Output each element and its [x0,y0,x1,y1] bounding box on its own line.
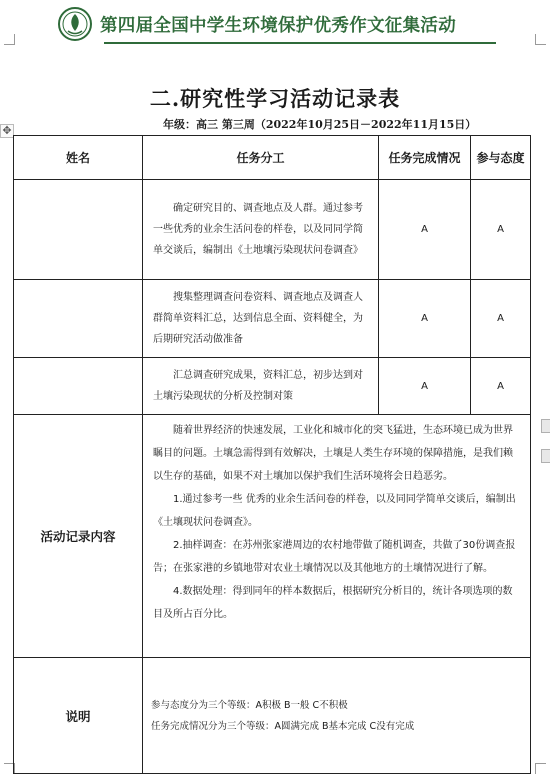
name-cell[interactable] [14,180,143,280]
emblem-icon [58,7,92,41]
header-completion: 任务完成情况 [379,136,471,180]
document-meta: 年级：高三 第三周（2022年10月25日－2022年11月15日） [163,118,477,131]
header-task: 任务分工 [143,136,379,180]
completion-cell[interactable]: A [379,358,471,415]
page-corner-mark [4,34,15,45]
page-corner-mark [535,763,546,774]
record-paragraph: 2.抽样调查：在苏州张家港周边的农村地带做了随机调查，共做了30份调查报告；在张家港的乡镇地带对农业土壤情况以及其他地方的土壤情况进行了解。 [153,540,516,574]
task-cell[interactable]: 汇总调查研究成果，资料汇总，初步达到对土壤污染现状的分析及控制对策 [143,358,379,415]
page-corner-mark [535,34,546,45]
table-header-row [14,136,531,180]
activity-record-table [13,135,531,774]
record-paragraph: 随着世界经济的快速发展，工业化和城市化的突飞猛进，生态环境已成为世界瞩目的问题。土壤急需得到有效解决，土壤是人类生存环境的保障措施，是我们赖以生存的基础，如果不对土壤加以保护我们生活环境将会日趋恶劣。 [153,425,513,482]
task-cell[interactable]: 搜集整理调查问卷资料、调查地点及调查人群简单资料汇总，达到信息全面、资料健全，为后期研究活动做准备 [143,280,379,358]
document-title: 二.研究性学习活动记录表 [149,86,401,111]
header-banner [58,6,498,42]
header-attitude: 参与态度 [471,136,531,180]
record-label: 活动记录内容 [14,415,143,658]
completion-cell[interactable]: A [379,280,471,358]
note-line: 任务完成情况分为三个等级：A圆满完成 B基本完成 C没有完成 [151,720,415,732]
table-row [14,280,531,358]
attitude-cell[interactable]: A [471,180,531,280]
table-row [14,358,531,415]
table-move-handle-icon[interactable]: ✥ [0,124,14,138]
attitude-cell[interactable]: A [471,280,531,358]
note-line: 参与态度分为三个等级：A积极 B一般 C不积极 [151,699,348,711]
table-row [14,180,531,280]
header-name: 姓名 [14,136,143,180]
side-scroll-marker[interactable] [541,419,550,433]
note-row [14,658,531,774]
note-label: 说明 [14,658,143,774]
side-scroll-marker[interactable] [541,449,550,463]
banner-underline [104,42,496,44]
name-cell[interactable] [14,358,143,415]
task-cell[interactable]: 确定研究目的、调查地点及人群。通过参考一些优秀的业余生活问卷的样卷，以及同同学简单交谈后，编制出《土地壤污染现状问卷调查》 [143,180,379,280]
record-row [14,415,531,658]
note-content[interactable] [143,658,531,774]
attitude-cell[interactable]: A [471,358,531,415]
name-cell[interactable] [14,280,143,358]
banner-title: 第四届全国中学生环境保护优秀作文征集活动 [100,15,456,36]
record-content[interactable] [143,415,531,658]
completion-cell[interactable]: A [379,180,471,280]
record-paragraph: 1.通过参考一些 优秀的业余生活问卷的样卷，以及同同学简单交谈后，编制出《土壤现状问卷调查》。 [153,494,516,528]
record-paragraph: 4.数据处理：得到同年的样本数据后，根据研究分析目的，统计各项选项的数目及所占百分比。 [153,586,513,620]
